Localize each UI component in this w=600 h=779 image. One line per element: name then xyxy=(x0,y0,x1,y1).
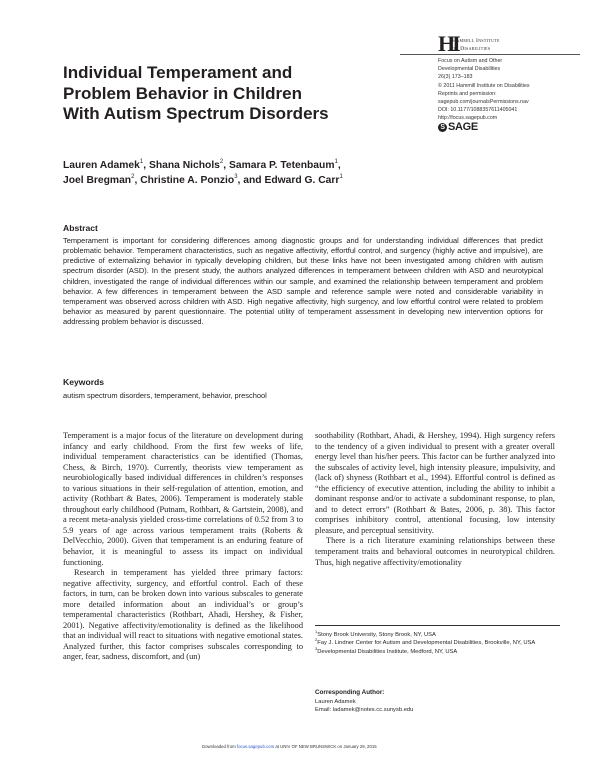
corresponding-author-heading: Corresponding Author: xyxy=(315,689,385,696)
doi[interactable]: DOI: 10.1177/1088357611405041 xyxy=(438,107,518,114)
volume-pages: 26(3) 173–183 xyxy=(438,74,473,81)
body-column-right xyxy=(315,431,555,568)
corresponding-author xyxy=(315,698,413,714)
author-list: Lauren Adamek$^1$, Shana Nichols$^2$, Samara P. Tetenbaum$^1$, Joel Bregman$^2$, Christine A. Ponzio$^3$, and Edward G. Carr$^1$ xyxy=(63,159,343,186)
sage-logo xyxy=(438,121,478,133)
corresponding-author-email[interactable]: Email: ladamek@notes.cc.sunysb.edu xyxy=(315,707,414,714)
download-prefix: Downloaded from xyxy=(202,744,236,749)
author-name: Shana Nichols xyxy=(148,160,220,171)
author-conjunction: and xyxy=(243,175,262,186)
download-source-link[interactable]: focus.sagepub.com xyxy=(236,744,275,749)
affiliation-text: Developmental Disabilities Institute, Medford, NY, USA xyxy=(317,648,458,655)
journal-metadata xyxy=(438,57,598,123)
author-name: Samara P. Tetenbaum xyxy=(228,160,335,171)
sage-logo-text: SAGE xyxy=(448,121,478,133)
body-paragraph: Research in temperament has yielded three primary factors: negative affectivity, surgency, and effortful control. Each of these factors, in turn, can be broken down into various subscales to generate more detailed information about an individual’s or group’s temperamental characteristics (Rothbart, Ahadi, Hershey, & Fisher, 2001). Negative affectivity/emotionality is defined as the likelihood that an individual will react to situations with negative emotional states. Analyzed further, this factor comprises subscales corresponding to anger, fear, sadness, discomfort, and (un) xyxy=(63,568,303,662)
author-affiliation-mark: 2 xyxy=(219,159,224,165)
copyright: © 2011 Hammill Institute on Disabilities xyxy=(438,82,530,89)
affiliation-text: Fay J. Lindner Center for Autism and Developmental Disabilities, Brookville, NY, USA xyxy=(317,640,536,647)
body-paragraph: soothability (Rothbart, Ahadi, & Hershey, 1994). High surgency refers to the tendency of a given individual to present with a greater overall energy level than his/her peers. This factor can be further analyzed into the subscales of activity level, high intensity pleasure, impulsivity, and (lack of) shyness (Rothbart et al., 1994). Effortful control is defined as “the efficiency of executive attention, including the ability to inhibit a dominant response and/or to activate a subdominant response, to plan, and to detect errors” (Rothbart & Bates, 2006, p. 38). This factor comprises inhibitory control, attentional focusing, low intensity pleasure, and perceptual sensitivity. xyxy=(315,431,555,535)
article-title xyxy=(63,63,393,125)
author-affiliation-mark: 2 xyxy=(131,174,135,180)
affiliation-item xyxy=(315,639,565,647)
abstract-heading: Abstract xyxy=(63,223,98,233)
journal-name-line1: Focus on Autism and Other xyxy=(438,58,503,64)
hammill-logo-line2: on Disabilities xyxy=(452,46,491,52)
author-affiliation-mark: 3 xyxy=(234,174,238,180)
author-affiliation-mark: 1 xyxy=(339,174,343,180)
affiliation-item xyxy=(315,631,565,639)
author-affiliation-mark: 1 xyxy=(139,159,144,165)
title-line: Problem Behavior in Children xyxy=(63,83,302,103)
title-line: With Autism Spectrum Disorders xyxy=(63,104,329,123)
download-suffix: at UNIV OF NEW BRUNSWICK on January 29, 2015 xyxy=(275,744,377,749)
corresponding-author-name: Lauren Adamek xyxy=(315,699,356,705)
affiliation-number: 1 xyxy=(315,629,318,634)
affiliation-text: Stony Brook University, Stony Brook, NY, USA xyxy=(317,632,436,638)
author-name: Joel Bregman xyxy=(63,175,132,186)
body-paragraph: There is a rich literature examining relationships between these temperament traits and behavioral outcomes in neurotypical children. Thus, high negative affectivity/emotionality xyxy=(315,536,555,567)
body-paragraph: Temperament is a major focus of the literature on development during infancy and early childhood. From the first few weeks of life, individual temperament characteristics can be identified (Thomas, Chess, & Birch, 1970). Currently, theorists view temperament as neurobiologically based individual differences in children’s responses to various situations in their self-regulation of attention, emotion, and activity (Rothbart & Bates, 2006). Temperament is moderately stable throughout early childhood (Putnam, Rothbart, & Gartstein, 2008), and a recent meta-analysis yielded cross-time correlations of 0.52 from 3 to 5.9 years of age across various temperament traits (Roberts & DelVecchio, 2000). Given that temperament is an enduring feature of behavior, it is meaningful to assess its impact on individual functioning. xyxy=(63,431,303,567)
header-divider xyxy=(400,54,580,55)
author-name: Christine A. Ponzio xyxy=(140,175,235,186)
keywords-heading: Keywords xyxy=(63,377,105,387)
journal-name-line2: Developmental Disabilities xyxy=(438,66,501,73)
journal-url[interactable]: http://focus.sagepub.com xyxy=(438,115,498,122)
download-footer xyxy=(202,744,462,749)
keywords-text: autism spectrum disorders, temperament, behavior, preschool xyxy=(63,391,267,400)
author-name: Lauren Adamek xyxy=(63,160,140,171)
permissions-link[interactable]: sagepub.com/journalsPermissions.nav xyxy=(438,99,529,106)
affiliation-item xyxy=(315,645,565,656)
abstract-text: Temperament is important for considering differences among diagnostic groups and for understanding individual differences that predict problematic behavior. Temperament characteristics, such as negative affectivity, effortful control, and surgency (highly active and impulsive), are predictive of externalizing behavior in typically developing children, but these links have not been investigated among children with autism spectrum disorder (ASD). In the present study, the authors analyzed differences in temperament between children with ASD and neurotypical children, investigated the range of individual differences within our sample, and examined the relationship between temperament and problem behavior. A few differences in temperament between the ASD sample and reference sample were noted and considerable variability in temperament was observed across children with ASD. High negative affectivity, high surgency, and low effortful control were related to problem behavior as measured by parent questionnaire. The potential utility of temperament assessment in developing new intervention options for addressing problem behavior is discussed. xyxy=(63,236,543,327)
body-column-left xyxy=(63,431,303,663)
hammill-logo-mark: HI xyxy=(438,31,458,56)
affiliation-number: 3 xyxy=(315,645,318,651)
reprints-label: Reprints and permission: xyxy=(438,90,497,97)
affiliations xyxy=(315,631,565,656)
footnote-divider xyxy=(315,625,560,626)
author-affiliation-mark: 1 xyxy=(334,159,338,165)
sage-logo-icon: S xyxy=(438,123,447,132)
author-name: Edward G. Carr xyxy=(264,175,340,186)
affiliation-number: 2 xyxy=(315,637,318,643)
title-line: Individual Temperament and xyxy=(63,63,293,82)
hammill-logo-line1: Hammill Institute xyxy=(452,38,500,44)
